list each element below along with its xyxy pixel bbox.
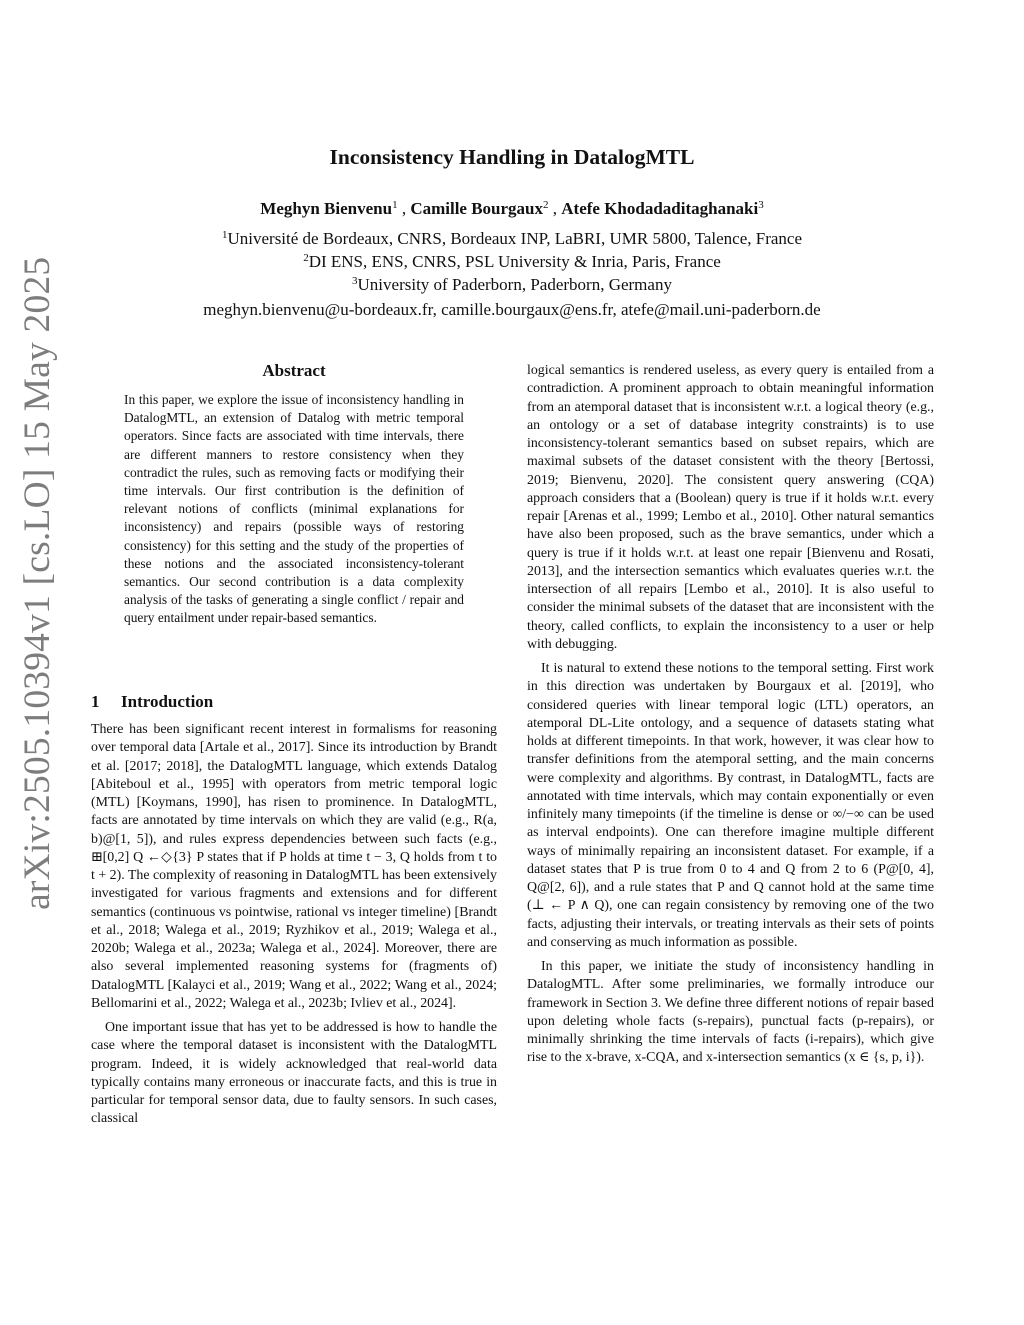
paragraph: In this paper, we initiate the study of inconsistency handling in DatalogMTL. After some preliminaries, we formally introduce our framework in Section 3. We define three different notions of repair based upon deleting whole facts (s-repairs), punctual facts (p-repairs), or minimally shrinking the time intervals of facts (i-repairs), which give rise to the x-brave, x-CQA, and x-intersection semantics (x ∈ {s, p, i}). <box>527 959 934 1066</box>
affiliation-text: DI ENS, ENS, CNRS, PSL University & Inria, Paris, France <box>308 252 721 271</box>
affiliation-mark: 2 <box>303 252 309 264</box>
affiliation-mark: 3 <box>352 275 358 287</box>
section-title: Introduction <box>121 692 214 711</box>
author-separator: , <box>397 199 411 218</box>
author-affiliation-mark: 1 <box>392 199 398 211</box>
affiliation-line <box>0 275 1024 295</box>
author-list <box>0 199 1024 219</box>
author-affiliation-mark: 2 <box>543 199 549 211</box>
affiliation-line <box>0 252 1024 272</box>
affiliation-mark: 1 <box>221 229 228 241</box>
author-name: Atefe Khodadaditaghanaki <box>561 199 759 218</box>
author-name: Camille Bourgaux <box>410 199 544 218</box>
abstract-text: In this paper, we explore the issue of inconsistency handling in DatalogMTL, an extension of Datalog with metric temporal operators. Since facts are associated with time intervals, there are different manners to restore consistency when they contradict the rules, such as removing facts or modifying their time intervals. Our first contribution is the definition of relevant notions of conflicts (minimal explanations for inconsistency) and repairs (possible ways of restoring consistency) for this setting and the study of the properties of these notions and the associated inconsistency-tolerant semantics. Our second contribution is a data complexity analysis of the tasks of generating a single conflict / repair and query entailment under repair-based semantics. <box>124 392 464 626</box>
right-column-body <box>527 362 934 1068</box>
arxiv-identifier: arXiv:2505.10394v1 [cs.LO] 15 May 2025 <box>17 256 58 910</box>
paper-title: Inconsistency Handling in DatalogMTL <box>329 145 695 169</box>
author-separator: , <box>548 199 562 218</box>
paragraph: It is natural to extend these notions to the temporal setting. First work in this direction was undertaken by Bourgaux et al. [2019], who considered queries with linear temporal logic (LTL) operators, an atemporal DL-Lite ontology, and a sequence of datasets stating what holds at different timepoints. In that work, however, it was clear how to transfer definitions from the atemporal setting, and the main concerns were complexity and algorithms. By contrast, in DatalogMTL, facts are annotated with time intervals, which may contain exponentially or even infinitely many timepoints (if the timeline is dense or ∞/−∞ can be used as interval endpoints). One can therefore imagine multiple different ways of minimally repairing an inconsistent dataset. For example, if a dataset states that P is true from 0 to 4 and Q from 2 to 6 (P@[0, 4], Q@[2, 6]), and a rule states that P and Q cannot hold at the same time (⊥ ← P ∧ Q), one can regain consistency by removing one of the two facts, adjusting their intervals, or treating intervals as their sets of points and conserving as much information as possible. <box>527 661 934 950</box>
paragraph: There has been significant recent interest in formalisms for reasoning over temporal data [Artale et al., 2017]. Since its introduction by Brandt et al. [2017; 2018], the DatalogMTL language, which extends Datalog [Abiteboul et al., 1995] with operators from metric temporal logic (MTL) [Koymans, 1990], has risen to prominence. In DatalogMTL, facts are annotated by time intervals on which they are valid (e.g., R(a, b)@[1, 5]), and rules express dependencies between such facts (e.g., ⊞[0,2] Q ←◇{3} P states that if P holds at time t − 3, Q holds from t to t + 2). The complexity of reasoning in DatalogMTL has been extensively investigated for various fragments and extensions and for different semantics (continuous vs pointwise, rational vs integer timeline) [Brandt et al., 2018; Walega et al., 2019; Ryzhikov et al., 2019; Walega et al., 2020b; Walega et al., 2023a; Walega et al., 2024]. Moreover, there are also several implemented reasoning systems for (fragments of) DatalogMTL [Kalayci et al., 2019; Wang et al., 2022; Wang et al., 2024; Bellomarini et al., 2022; Walega et al., 2023b; Ivliev et al., 2024]. <box>91 722 497 1011</box>
paragraph: One important issue that has yet to be addressed is how to handle the case where the temporal dataset is inconsistent with the DatalogMTL program. Indeed, it is widely acknowledged that real-world data typically contains many erroneous or inaccurate facts, and this is true in particular for temporal sensor data, due to faulty sensors. In such cases, classical <box>91 1020 497 1127</box>
section-number: 1 <box>91 692 100 711</box>
abstract-heading: Abstract <box>262 361 326 380</box>
section-heading <box>91 692 213 712</box>
left-column-body <box>91 721 497 1129</box>
affiliation-text: Université de Bordeaux, CNRS, Bordeaux INP, LaBRI, UMR 5800, Talence, France <box>227 229 802 248</box>
affiliation-text: University of Paderborn, Paderborn, Germany <box>357 275 672 294</box>
author-affiliation-mark: 3 <box>758 199 764 211</box>
paragraph: logical semantics is rendered useless, as every query is entailed from a contradiction. A prominent approach to obtain meaningful information from an atemporal dataset that is inconsistent w.r.t. a logical theory (e.g., an ontology or a set of database integrity constraints) is to use inconsistency-tolerant semantics based on subset repairs, which are maximal subsets of the dataset consistent with the theory [Bertossi, 2019; Bienvenu, 2020]. The consistent query answering (CQA) approach considers that a (Boolean) query is true if it holds w.r.t. every repair [Arenas et al., 1999; Lembo et al., 2010]. Other natural semantics have also been proposed, such as the brave semantics, under which a query is true if it holds w.r.t. at least one repair [Bienvenu and Rosati, 2013], and the intersection semantics which evaluates queries w.r.t. the intersection of all repairs [Lembo et al., 2010]. It is also useful to consider the minimal subsets of the dataset that are inconsistent with the theory, called conflicts, to explain the inconsistency to a user or help with debugging. <box>527 363 934 652</box>
author-emails: meghyn.bienvenu@u-bordeaux.fr, camille.bourgaux@ens.fr, atefe@mail.uni-paderborn.de <box>203 300 821 319</box>
affiliation-line <box>0 229 1024 249</box>
author-name: Meghyn Bienvenu <box>260 199 393 218</box>
